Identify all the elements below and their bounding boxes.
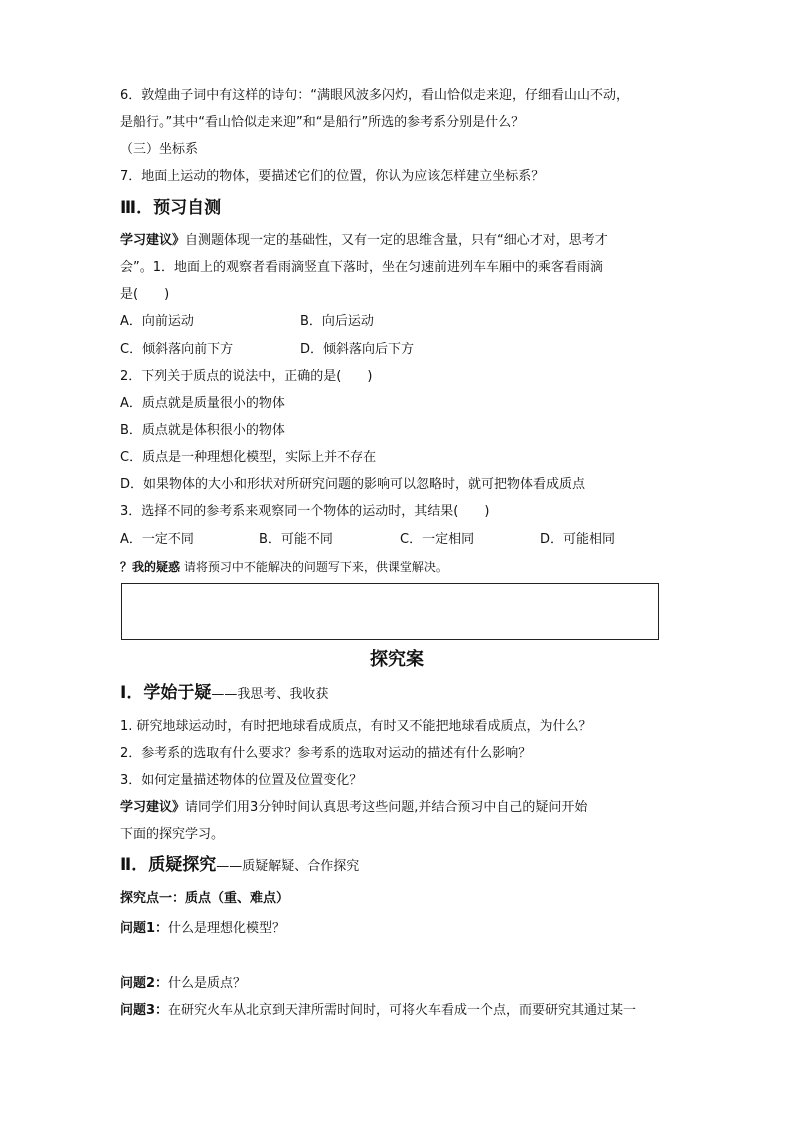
q3-option-c: C．一定相同 xyxy=(400,532,475,547)
question-3-stem: 3．选择不同的参考系来观察同一个物体的运动时，其结果( ) xyxy=(120,504,490,519)
question-6-line-1: 6．敦煌曲子词中有这样的诗句：“满眼风波多闪灼，看山恰似走来迎，仔细看山山不动， xyxy=(120,88,630,103)
inquiry-heading-row xyxy=(120,856,359,876)
inquiry-point-1: 探究点一：质点（重、难点） xyxy=(120,891,290,906)
question-2-stem: 2．下列关于质点的说法中，正确的是( ) xyxy=(120,369,373,384)
question-6-line-2: 是船行。”其中“看山恰似走来迎”和“是船行”所选的参考系分别是什么？ xyxy=(120,115,525,130)
q3-option-d: D．可能相同 xyxy=(540,532,616,547)
q1-option-b: B．向后运动 xyxy=(300,314,374,329)
question-7: 7．地面上运动的物体，要描述它们的位置，你认为应该怎样建立坐标系？ xyxy=(120,169,545,184)
problem-1 xyxy=(120,920,285,938)
problem-3-label: 问题3： xyxy=(120,1003,169,1018)
problem-1-text: 什么是理想化模型？ xyxy=(168,921,286,936)
learn-subheading: ——我思考、我收获 xyxy=(211,687,329,702)
doubt-answer-box[interactable] xyxy=(121,583,659,640)
q1-option-c: C．倾斜落向前下方 xyxy=(120,342,234,357)
advice-1-line-2: 会”。1．地面上的观察者看雨滴竖直下落时，坐在匀速前进列车车厢中的乘客看雨滴 xyxy=(120,260,604,275)
advice-2-text: 请同学们用3分钟时间认真思考这些问题,并结合预习中自己的疑问开始 xyxy=(185,800,588,815)
self-test-heading: Ⅲ．预习自测 xyxy=(120,198,222,218)
problem-2-label: 问题2： xyxy=(120,976,169,991)
inquiry-heading: Ⅱ．质疑探究 xyxy=(120,855,217,875)
q2-option-d: D．如果物体的大小和形状对所研究问题的影响可以忽略时，就可把物体看成质点 xyxy=(120,477,586,492)
q2-option-b: B．质点就是体积很小的物体 xyxy=(120,423,285,438)
advice-2-label: 学习建议》 xyxy=(120,800,186,815)
advice-1-line-3: 是( ) xyxy=(120,287,170,302)
doubt-prompt xyxy=(120,558,448,576)
learn-question-1: 1. 研究地球运动时，有时把地球看成质点，有时又不能把地球看成质点，为什么？ xyxy=(120,719,592,734)
advice-2-line-2: 下面的探究学习。 xyxy=(120,827,225,842)
learn-heading: Ⅰ．学始于疑 xyxy=(120,683,212,703)
learn-heading-row xyxy=(120,684,328,704)
learn-question-3: 3．如何定量描述物体的位置及位置变化？ xyxy=(120,773,363,788)
q3-option-a: A．一定不同 xyxy=(120,532,194,547)
q2-option-c: C．质点是一种理想化模型，实际上并不存在 xyxy=(120,450,377,465)
advice-1-text: 自测题体现一定的基础性，又有一定的思维含量，只有“细心才对，思考才 xyxy=(185,233,608,248)
section-3-label: （三）坐标系 xyxy=(120,142,199,157)
inquiry-subheading: ——质疑解疑、合作探究 xyxy=(216,859,360,874)
learn-question-2: 2．参考系的选取有什么要求？参考系的选取对运动的描述有什么影响？ xyxy=(120,746,532,761)
doubt-label: ？我的疑惑 xyxy=(120,560,181,574)
problem-2-text: 什么是质点？ xyxy=(168,976,247,991)
advice-2-line-1 xyxy=(120,799,587,817)
q3-option-b: B．可能不同 xyxy=(259,532,333,547)
advice-1-label: 学习建议》 xyxy=(120,233,186,248)
q1-option-a: A．向前运动 xyxy=(120,314,194,329)
problem-2 xyxy=(120,975,246,993)
problem-3-text: 在研究火车从北京到天津所需时间时，可将火车看成一个点，而要研究其通过某一 xyxy=(168,1003,637,1018)
q1-option-d: D．倾斜落向后下方 xyxy=(300,342,415,357)
advice-1-line-1 xyxy=(120,232,608,250)
problem-1-label: 问题1： xyxy=(120,921,169,936)
problem-3 xyxy=(120,1002,636,1020)
explore-title: 探究案 xyxy=(370,649,424,670)
doubt-text: 请将预习中不能解决的问题写下来，供课堂解决。 xyxy=(183,560,448,574)
q2-option-a: A．质点就是质量很小的物体 xyxy=(120,396,285,411)
